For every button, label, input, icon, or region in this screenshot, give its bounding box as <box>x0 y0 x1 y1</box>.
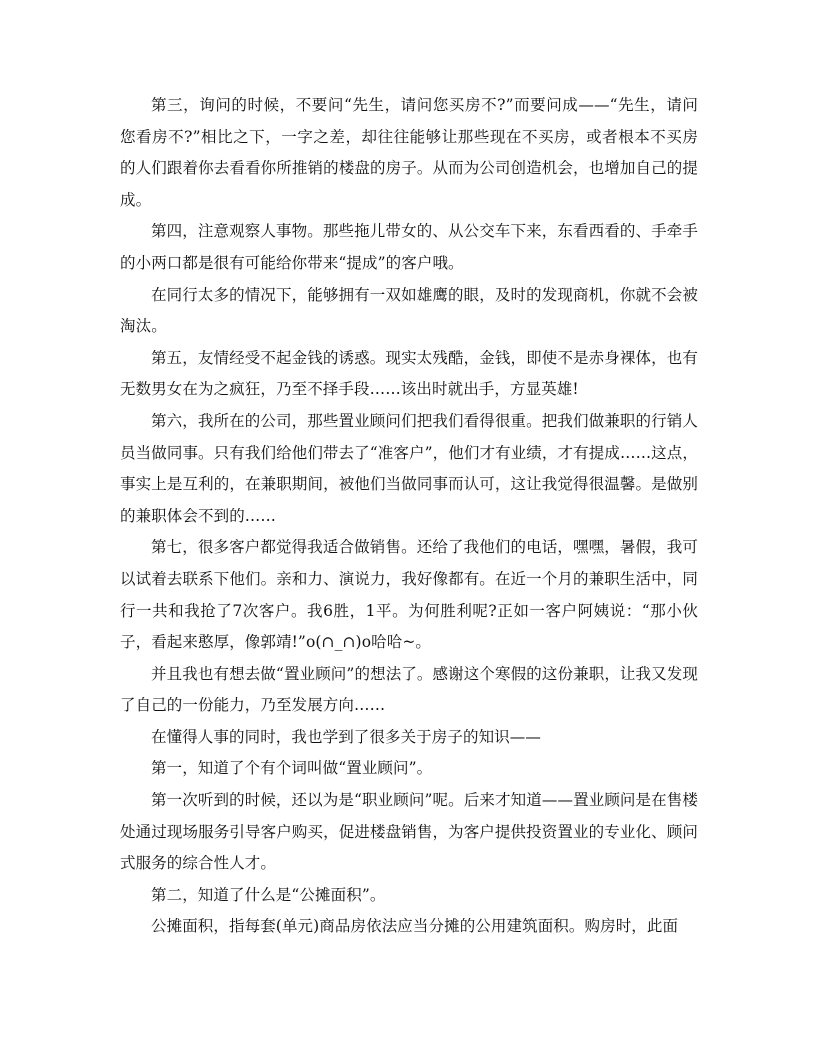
paragraph: 第七，很多客户都觉得我适合做销售。还给了我他们的电话，嘿嘿，暑假，我可以试着去联系下他们。亲和力、演说力，我好像都有。在近一个月的兼职生活中，同行一共和我抢了7次客户。我6胜，1平。为何胜利呢?正如一客户阿姨说：“那小伙子，看起来憨厚，像郭靖!”o(∩_∩)o哈哈~。 <box>120 538 698 652</box>
paragraph: 第四，注意观察人事物。那些拖儿带女的、从公交车下来，东看西看的、手牵手的小两口都是很有可能给你带来“提成”的客户哦。 <box>120 222 698 272</box>
paragraph: 并且我也有想去做“置业顾问”的想法了。感谢这个寒假的这份兼职，让我又发现了自己的一份能力，乃至发展方向…… <box>120 664 698 715</box>
paragraph: 公摊面积，指每套(单元)商品房依法应当分摊的公用建筑面积。购房时，此面 <box>151 917 679 936</box>
paragraph: 在同行太多的情况下，能够拥有一双如雄鹰的眼，及时的发现商机，你就不会被淘汰。 <box>120 285 698 336</box>
paragraph: 在懂得人事的同时，我也学到了很多关于房子的知识—— <box>151 727 542 746</box>
paragraph: 第六，我所在的公司，那些置业顾问们把我们看得很重。把我们做兼职的行销人员当做同事。只有我们给他们带去了“准客户”，他们才有业绩，才有提成……这点，事实上是互利的，在兼职期间，被他们当做同事而认可，这让我觉得很温馨。是做别的兼职体会不到的…… <box>120 411 698 525</box>
paragraph: 第五，友情经受不起金钱的诱惑。现实太残酷，金钱，即使不是赤身裸体，也有无数男女在为之疯狂，乃至不择手段……该出时就出手，方显英雄! <box>120 348 698 399</box>
paragraph: 第一，知道了个有个词叫做“置业顾问”。 <box>151 759 433 778</box>
paragraph: 第三，询问的时候，不要问“先生，请问您买房不?”而要问成——“先生，请问您看房不?”相比之下，一字之差，却往往能够让那些现在不买房，或者根本不买房的人们跟着你去看看你所推销的楼盘的房子。从而为公司创造机会，也增加自己的提成。 <box>120 96 698 209</box>
document-page <box>120 90 698 943</box>
paragraph: 第一次听到的时候，还以为是“职业顾问”呢。后来才知道——置业顾问是在售楼处通过现场服务引导客户购买，促进楼盘销售，为客户提供投资置业的专业化、顾问式服务的综合性人才。 <box>120 791 698 873</box>
paragraph: 第二，知道了什么是“公摊面积”。 <box>151 885 386 904</box>
